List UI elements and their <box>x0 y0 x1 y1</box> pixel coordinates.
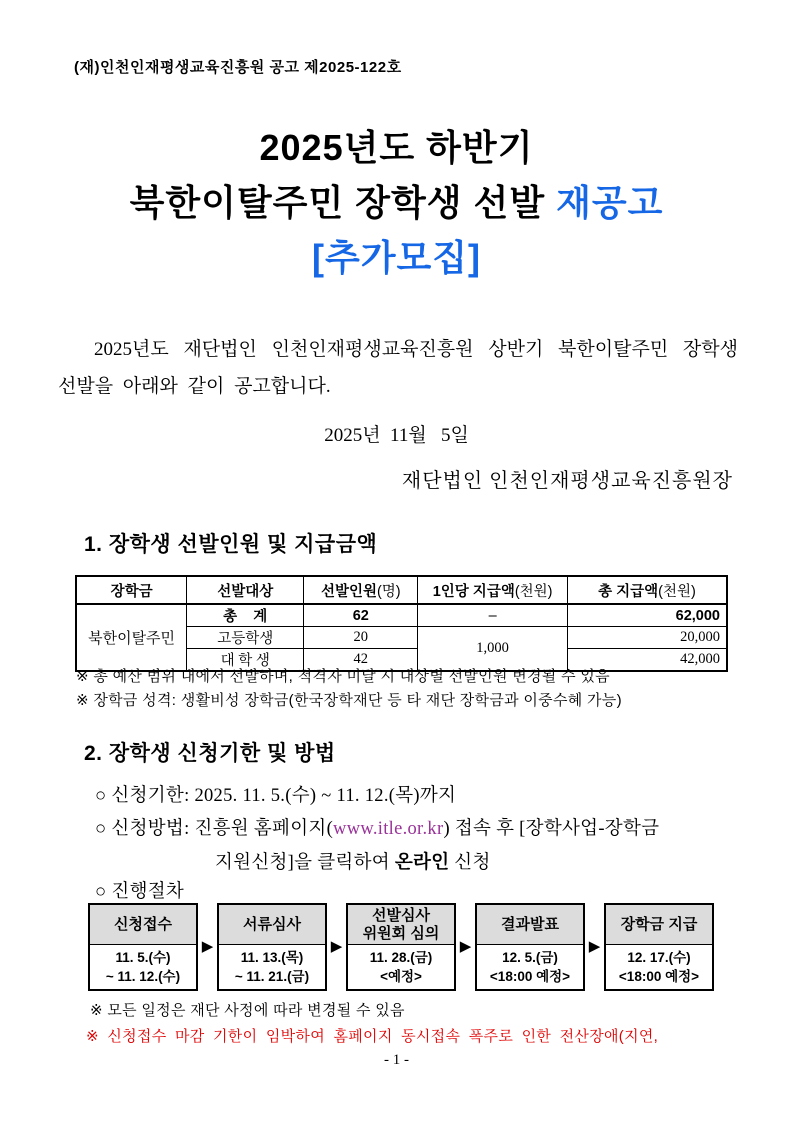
title-line-3: [추가모집] <box>311 237 482 278</box>
deadline-line: ○ 신청기한: 2025. 11. 5.(수) ~ 11. 12.(목)까지 <box>95 786 457 806</box>
flow-step-dates: 11. 5.(수) ~ 11. 12.(수) <box>105 950 181 984</box>
method-prefix: ○ 신청방법: 진흥원 홈페이지( <box>95 819 334 839</box>
flow-step-result-announcement <box>475 903 585 991</box>
method-line2-post: 신청 <box>449 853 491 873</box>
arrow-right-icon: ▶ <box>588 938 601 955</box>
table-header-row <box>76 576 727 604</box>
flow-step-title: 결과발표 <box>477 905 583 945</box>
intro-paragraph <box>58 331 738 405</box>
note-scholarship-type: ※ 장학금 성격: 생활비성 장학금(한국장학재단 등 타 재단 장학금과 이중수혜 가능) <box>76 692 622 709</box>
flow-step-committee-review <box>346 903 456 991</box>
notice-number: (재)인천인재평생교육진흥원 공고 제2025-122호 <box>74 59 402 76</box>
flow-step-application <box>88 903 198 991</box>
flow-step-dates: 12. 5.(금) <18:00 예정> <box>489 950 571 984</box>
note-budget: ※ 총 예산 범위 내에서 선발하며, 적격자 미달 시 대상별 선발인원 변경될 수 있음 <box>76 668 610 685</box>
flow-step-dates: 11. 13.(목) ~ 11. 21.(금) <box>234 950 310 984</box>
method-line2-pre: 지원신청]을 클릭하여 <box>215 853 395 873</box>
col-header-count: 선발인원(명) <box>304 576 418 604</box>
count-cell: 42 <box>304 649 418 672</box>
count-cell: 62 <box>304 604 418 627</box>
flow-step-title: 서류심사 <box>219 905 325 945</box>
table-row <box>76 604 727 627</box>
flow-step-payment <box>604 903 714 991</box>
section2-heading: 2. 장학생 신청기한 및 방법 <box>84 742 336 765</box>
process-flow <box>88 903 714 991</box>
count-cell: 20 <box>304 627 418 649</box>
method-suffix: ) 접속 후 [장학사업-장학금 <box>443 819 660 839</box>
flow-step-title: 장학금 지급 <box>606 905 712 945</box>
method-line-2 <box>215 848 491 874</box>
arrow-right-icon: ▶ <box>330 938 343 955</box>
flow-step-dates: 12. 17.(수) <18:00 예정> <box>618 950 700 984</box>
target-cell: 대 학 생 <box>187 649 304 672</box>
total-cell: 20,000 <box>567 627 727 649</box>
col-header-scholarship: 장학금 <box>76 576 187 604</box>
signature-line: 재단법인 인천인재평생교육진흥원장 <box>401 470 733 492</box>
title-line-1: 2025년도 하반기 <box>259 127 534 168</box>
target-cell: 고등학생 <box>187 627 304 649</box>
title-line-2-black: 북한이탈주민 장학생 선발 <box>129 182 557 223</box>
per-person-cell: – <box>418 604 568 627</box>
group-label-cell: 북한이탈주민 <box>76 604 187 671</box>
flow-step-title: 신청접수 <box>90 905 196 945</box>
page-number: - 1 - <box>384 1052 409 1068</box>
title-line-2-blue: 재공고 <box>556 182 664 223</box>
arrow-right-icon: ▶ <box>201 938 214 955</box>
warning-note: ※ 신청접수 마감 기한이 임박하여 홈페이지 동시접속 폭주로 인한 전산장애(지연, <box>86 1028 659 1045</box>
homepage-link[interactable]: www.itle.or.kr <box>333 819 444 839</box>
per-person-cell: 1,000 <box>418 627 568 672</box>
title-line-2 <box>0 175 793 230</box>
col-header-total: 총 지급액(천원) <box>567 576 727 604</box>
intro-line-1: 2025년도 재단법인 인천인재평생교육진흥원 상반기 북한이탈주민 장학생 <box>94 339 738 360</box>
announcement-date: 2025년 11월 5일 <box>324 425 469 446</box>
intro-line-2: 선발을 아래와 같이 공고합니다. <box>58 376 331 397</box>
procedure-label: ○ 진행절차 <box>95 882 185 902</box>
table-notes <box>76 665 622 713</box>
online-emphasis: 온라인 <box>394 851 450 872</box>
target-cell: 총 계 <box>187 604 304 627</box>
flow-step-title: 선발심사 위원회 심의 <box>348 905 454 945</box>
selection-table <box>75 575 728 672</box>
arrow-right-icon: ▶ <box>459 938 472 955</box>
flow-step-document-review <box>217 903 327 991</box>
method-line <box>95 814 659 840</box>
col-header-per-person: 1인당 지급액(천원) <box>418 576 568 604</box>
col-header-target: 선발대상 <box>187 576 304 604</box>
schedule-change-note: ※ 모든 일정은 재단 사정에 따라 변경될 수 있음 <box>90 1002 405 1019</box>
total-cell: 42,000 <box>567 649 727 672</box>
document-title <box>0 120 793 285</box>
section1-heading: 1. 장학생 선발인원 및 지급금액 <box>84 533 378 556</box>
flow-step-dates: 11. 28.(금) <예정> <box>369 950 433 984</box>
total-cell: 62,000 <box>567 604 727 627</box>
